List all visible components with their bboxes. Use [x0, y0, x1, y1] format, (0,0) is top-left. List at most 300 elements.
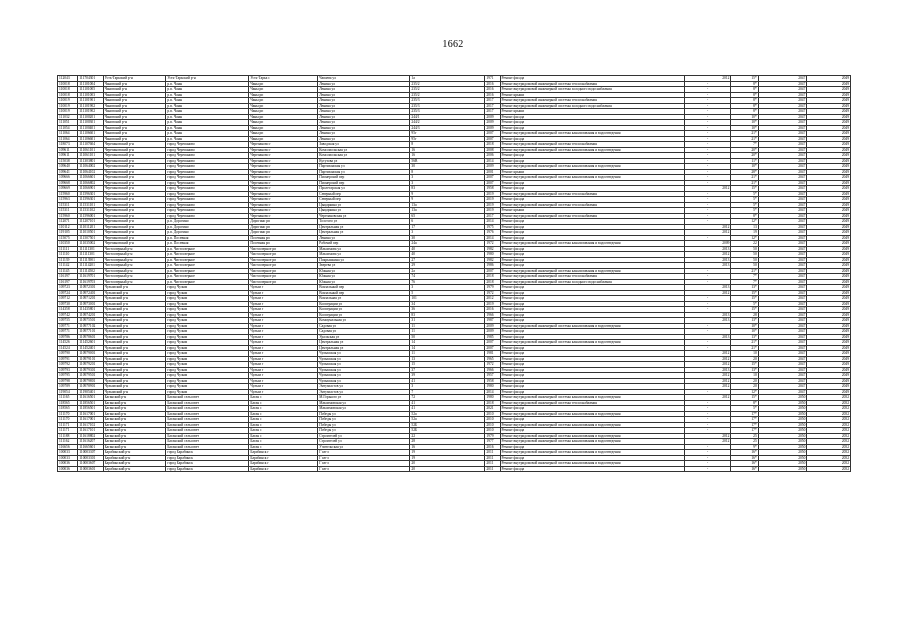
cell-plan-start-year: 2047	[758, 301, 807, 307]
cell-build-year: 2017	[485, 109, 500, 115]
cell-service-life: 7*	[731, 279, 758, 285]
cell-work-code: 111617001	[78, 411, 103, 417]
cell-work-code: 110977102	[78, 323, 103, 329]
cell-municipality: город Барабинск	[166, 450, 249, 456]
cell-house-number: 11	[410, 323, 485, 329]
cell-plan-start-year: 2050	[758, 444, 807, 450]
cell-house-number: 11	[410, 351, 485, 357]
cell-plan-end-year: 2049	[807, 263, 851, 269]
cell-work-code: 111616501	[78, 395, 103, 401]
cell-district: Черепановский р-н	[103, 213, 166, 219]
cell-house-id: 114358	[58, 307, 78, 313]
cell-service-life: 10*	[731, 114, 758, 120]
cell-work-code: 111100401	[78, 125, 103, 131]
cell-house-number: 16	[410, 153, 485, 159]
cell-house-id: 109611	[58, 147, 78, 153]
cell-plan-start-year: 2047	[758, 378, 807, 384]
cell-settlement: Баган с	[249, 411, 318, 417]
cell-municipality: р.п. Чаны	[166, 131, 249, 137]
cell-last-repair-year: -	[684, 461, 731, 467]
cell-house-number: 40	[410, 252, 485, 258]
cell-street: Черепановская ул	[318, 213, 410, 219]
cell-last-repair-year: 2013	[684, 334, 731, 340]
cell-service-life: 15*	[731, 76, 758, 82]
cell-last-repair-year: -	[684, 92, 731, 98]
cell-municipality: Баганский сельсовет	[166, 444, 249, 450]
cell-build-year: 2007	[485, 180, 500, 186]
cell-settlement: Усть-Тарка с	[249, 76, 318, 82]
cell-municipality: р.п. Чаны	[166, 114, 249, 120]
cell-street: Ленина ул	[318, 92, 410, 98]
cell-service-life: 50	[731, 257, 758, 263]
cell-build-year: 2007	[485, 175, 500, 181]
cell-plan-end-year: 2049	[807, 307, 851, 313]
cell-service-life: 50	[731, 263, 758, 269]
cell-work-type: Ремонт фасада	[500, 235, 684, 241]
cell-municipality: р.п. Посевная	[166, 235, 249, 241]
cell-district: Чулымский р-н	[103, 323, 166, 329]
cell-house-number: 27	[410, 257, 485, 263]
cell-work-type: Ремонт фасада	[500, 252, 684, 258]
cell-build-year: 2009	[485, 164, 500, 170]
cell-settlement: Чулым г	[249, 323, 318, 329]
cell-municipality: город Чулым	[166, 362, 249, 368]
cell-last-repair-year: 2012	[684, 378, 731, 384]
cell-build-year: 2007	[485, 345, 500, 351]
cell-district: Чулымский р-н	[103, 307, 166, 313]
cell-work-code: 110978901	[78, 384, 103, 390]
cell-work-code: 111066901	[78, 186, 103, 192]
cell-settlement: Чистоозерное рп	[249, 252, 318, 258]
cell-house-number: 235/3	[410, 109, 485, 115]
cell-plan-end-year: 2052	[807, 433, 851, 439]
cell-district: Черепановский р-н	[103, 158, 166, 164]
cell-house-id: 111170	[58, 417, 78, 423]
cell-build-year: 2016	[485, 92, 500, 98]
cell-work-code: 110003607	[78, 461, 103, 467]
cell-district: Чулымский р-н	[103, 301, 166, 307]
cell-work-code: 111061101	[78, 153, 103, 159]
cell-municipality: р.п. Чаны	[166, 92, 249, 98]
cell-house-id: 116197	[58, 274, 78, 280]
cell-plan-start-year: 2050	[758, 428, 807, 434]
cell-build-year: 2006	[485, 153, 500, 159]
cell-house-number: 24а	[410, 241, 485, 247]
cell-plan-end-year: 2049	[807, 312, 851, 318]
cell-house-id: 110019	[58, 109, 78, 115]
cell-plan-start-year: 2047	[758, 362, 807, 368]
cell-last-repair-year: -	[684, 114, 731, 120]
cell-plan-start-year: 2050	[758, 450, 807, 456]
cell-settlement: Баган с	[249, 395, 318, 401]
cell-build-year: 1972	[485, 241, 500, 247]
cell-build-year: 2018	[485, 279, 500, 285]
cell-settlement: Чулым г	[249, 301, 318, 307]
cell-house-number: 8	[410, 142, 485, 148]
cell-plan-start-year: 2047	[758, 285, 807, 291]
cell-municipality: город Чулым	[166, 312, 249, 318]
cell-plan-start-year: 2047	[758, 246, 807, 252]
cell-last-repair-year: 2012	[684, 252, 731, 258]
cell-plan-start-year: 2050	[758, 455, 807, 461]
cell-last-repair-year: -	[684, 268, 731, 274]
cell-municipality: город Чулым	[166, 351, 249, 357]
cell-street: Максимова ул	[318, 252, 410, 258]
cell-district: Чулымский р-н	[103, 296, 166, 302]
cell-house-number: 5	[410, 290, 485, 296]
cell-plan-end-year: 2052	[807, 450, 851, 456]
cell-municipality: город Черепаново	[166, 169, 249, 175]
cell-last-repair-year: -	[684, 329, 731, 335]
cell-last-repair-year: 2012	[684, 373, 731, 379]
cell-plan-start-year: 2047	[758, 109, 807, 115]
cell-house-number: 14	[410, 340, 485, 346]
cell-district: Черепановский р-н	[103, 219, 166, 225]
cell-district: Баганский р-н	[103, 395, 166, 401]
cell-house-id: 110018	[58, 92, 78, 98]
cell-district: Барабинский р-н	[103, 461, 166, 467]
cell-work-code: 110979301	[78, 367, 103, 373]
cell-plan-end-year: 2049	[807, 92, 851, 98]
cell-last-repair-year: -	[684, 175, 731, 181]
cell-service-life: 20	[731, 384, 758, 390]
cell-municipality: Баганский сельсовет	[166, 433, 249, 439]
cell-work-type: Ремонт фасада	[500, 362, 684, 368]
cell-build-year: 2001	[485, 169, 500, 175]
cell-last-repair-year: -	[684, 296, 731, 302]
cell-plan-end-year: 2049	[807, 279, 851, 285]
cell-service-life: 25	[731, 439, 758, 445]
cell-settlement: Черепаново г	[249, 208, 318, 214]
cell-district: Чулымский р-н	[103, 290, 166, 296]
cell-plan-start-year: 2050	[758, 466, 807, 472]
cell-plan-start-year: 2047	[758, 329, 807, 335]
cell-district: Баганский р-н	[103, 417, 166, 423]
cell-settlement: Черепаново г	[249, 202, 318, 208]
cell-last-repair-year: -	[684, 422, 731, 428]
cell-house-id: 109789	[58, 384, 78, 390]
cell-municipality: город Черепаново	[166, 142, 249, 148]
cell-work-code: 110978601	[78, 334, 103, 340]
cell-plan-start-year: 2047	[758, 142, 807, 148]
cell-last-repair-year: 2013	[684, 263, 731, 269]
cell-build-year: 2009	[485, 323, 500, 329]
cell-last-repair-year: -	[684, 125, 731, 131]
cell-house-number: 9	[410, 191, 485, 197]
cell-house-id: 111171	[58, 428, 78, 434]
cell-last-repair-year: 2012	[684, 433, 731, 439]
cell-last-repair-year: -	[684, 400, 731, 406]
cell-plan-end-year: 2049	[807, 373, 851, 379]
cell-plan-start-year: 2047	[758, 312, 807, 318]
cell-house-id: 110019	[58, 98, 78, 104]
cell-settlement: Чулым г	[249, 340, 318, 346]
cell-work-type: Ремонт внутридомовой инженерной системы канализования и водоотведения	[500, 131, 684, 137]
cell-plan-end-year: 2049	[807, 329, 851, 335]
cell-build-year: 2019	[485, 202, 500, 208]
cell-plan-end-year: 2052	[807, 461, 851, 467]
cell-build-year: 1972	[485, 362, 500, 368]
cell-street: Максимовская ул	[318, 406, 410, 412]
cell-district: Чулымский р-н	[103, 384, 166, 390]
cell-district: Чулымский р-н	[103, 285, 166, 291]
cell-work-type: Ремонт внутридомовой инженерной системы холодного водоснабжения	[500, 103, 684, 109]
cell-street: Ленина ул	[318, 103, 410, 109]
cell-plan-end-year: 2049	[807, 136, 851, 142]
cell-service-life: 50	[731, 252, 758, 258]
cell-district: Черепановский р-н	[103, 224, 166, 230]
cell-house-id: 109793	[58, 367, 78, 373]
cell-house-id: 115038	[58, 158, 78, 164]
cell-house-number: 52Б	[410, 428, 485, 434]
cell-plan-end-year: 2049	[807, 153, 851, 159]
cell-district: Чановский р-н	[103, 136, 166, 142]
cell-build-year: 2018	[485, 142, 500, 148]
cell-plan-start-year: 2047	[758, 180, 807, 186]
cell-build-year: 2019	[485, 301, 500, 307]
cell-street: Победы ул	[318, 428, 410, 434]
cell-house-number: 50	[410, 334, 485, 340]
cell-last-repair-year: -	[684, 197, 731, 203]
cell-plan-end-year: 2049	[807, 235, 851, 241]
cell-build-year: 2018	[485, 274, 500, 280]
cell-house-id: 115960	[58, 213, 78, 219]
cell-house-number: 19	[410, 455, 485, 461]
cell-house-number: 235/2	[410, 92, 485, 98]
cell-plan-end-year: 2052	[807, 411, 851, 417]
cell-plan-start-year: 2047	[758, 241, 807, 247]
cell-district: Чулымский р-н	[103, 373, 166, 379]
cell-service-life: 17*	[731, 428, 758, 434]
cell-build-year: 2016	[485, 307, 500, 313]
cell-work-type: Ремонт внутридомовой инженерной системы канализования и водоотведения	[500, 147, 684, 153]
cell-municipality: город Чулым	[166, 329, 249, 335]
cell-district: Черепановский р-н	[103, 186, 166, 192]
cell-house-id: 119054	[58, 389, 78, 395]
cell-house-id: 109771	[58, 323, 78, 329]
cell-build-year: 2009	[485, 329, 500, 335]
cell-build-year: 2009	[485, 114, 500, 120]
cell-street: Пионерский пер	[318, 180, 410, 186]
cell-municipality: Баганский сельсовет	[166, 411, 249, 417]
cell-last-repair-year: -	[684, 169, 731, 175]
cell-last-repair-year: 2009	[684, 241, 731, 247]
cell-district: Барабинский р-н	[103, 466, 166, 472]
cell-build-year: 2014	[485, 235, 500, 241]
cell-build-year: 2011	[485, 455, 500, 461]
cell-service-life: 5*	[731, 208, 758, 214]
cell-build-year: 2011	[485, 466, 500, 472]
cell-build-year: 2019	[485, 197, 500, 203]
cell-work-type: Ремонт крыши	[500, 208, 684, 214]
cell-house-id: 109771	[58, 329, 78, 335]
cell-house-id: 110112	[58, 224, 78, 230]
cell-settlement: Чулым г	[249, 318, 318, 324]
cell-street: Ленина ул	[318, 136, 410, 142]
cell-municipality: р.п. Чистоозерное	[166, 274, 249, 280]
cell-plan-end-year: 2049	[807, 147, 851, 153]
cell-work-type: Ремонт внутридомовой инженерной системы теплоснабжения	[500, 213, 684, 219]
cell-district: Баганский р-н	[103, 428, 166, 434]
cell-plan-start-year: 2050	[758, 422, 807, 428]
cell-last-repair-year: -	[684, 301, 731, 307]
cell-work-code: 111111301	[78, 246, 103, 252]
cell-street: Строителей ул	[318, 433, 410, 439]
cell-settlement: Чулым г	[249, 345, 318, 351]
cell-district: Барабинский р-н	[103, 455, 166, 461]
cell-municipality: город Черепаново	[166, 180, 249, 186]
cell-build-year: 1987	[485, 318, 500, 324]
cell-street: Г кв-л	[318, 461, 410, 467]
cell-plan-start-year: 2047	[758, 373, 807, 379]
cell-municipality: р.п. Чаны	[166, 103, 249, 109]
cell-service-life: 20*	[731, 153, 758, 159]
cell-build-year: 2016	[485, 444, 500, 450]
cell-last-repair-year: -	[684, 411, 731, 417]
cell-district: Черепановский р-н	[103, 175, 166, 181]
cell-work-code: 111011201	[78, 224, 103, 230]
cell-municipality: р.п. Чистоозерное	[166, 252, 249, 258]
cell-plan-end-year: 2049	[807, 158, 851, 164]
cell-house-number: 244/2	[410, 120, 485, 126]
cell-settlement: Чистоозерное рп	[249, 257, 318, 263]
cell-last-repair-year: -	[684, 307, 731, 313]
cell-district: Усть-Таркский р-н	[103, 76, 166, 82]
cell-municipality: город Чулым	[166, 373, 249, 379]
cell-district: Черепановский р-н	[103, 235, 166, 241]
cell-house-id: 109669	[58, 186, 78, 192]
cell-settlement: Барабинск г	[249, 461, 318, 467]
cell-municipality: город Черепаново	[166, 191, 249, 197]
cell-plan-end-year: 2052	[807, 455, 851, 461]
cell-house-number: 52а	[410, 411, 485, 417]
cell-street: Садовая ул	[318, 323, 410, 329]
cell-last-repair-year: -	[684, 417, 731, 423]
cell-work-type: Ремонт фасада	[500, 120, 684, 126]
cell-work-type: Ремонт внутридомовой инженерной системы канализования и водоотведения	[500, 323, 684, 329]
cell-street: Ленина ул	[318, 114, 410, 120]
cell-street: Центральная ул	[318, 345, 410, 351]
cell-work-type: Ремонт фасада	[500, 257, 684, 263]
cell-work-code: 111106601	[78, 131, 103, 137]
cell-street: Рабочий пер	[318, 241, 410, 247]
cell-municipality: город Чулым	[166, 378, 249, 384]
cell-street: Энтузиастов ул	[318, 384, 410, 390]
cell-street: Чапаева ул	[318, 76, 410, 82]
cell-municipality: город Черепаново	[166, 202, 249, 208]
cell-house-id: 100033	[58, 450, 78, 456]
cell-street: Ленина ул	[318, 98, 410, 104]
cell-build-year: 2017	[485, 98, 500, 104]
cell-municipality: город Черепаново	[166, 186, 249, 192]
cell-service-life: 13*	[731, 367, 758, 373]
cell-plan-end-year: 2049	[807, 389, 851, 395]
cell-municipality: город Черепаново	[166, 197, 249, 203]
cell-plan-start-year: 2047	[758, 191, 807, 197]
cell-last-repair-year: -	[684, 158, 731, 164]
cell-district: Чановский р-н	[103, 120, 166, 126]
cell-settlement: Чаны рп	[249, 103, 318, 109]
cell-work-code: 111617001	[78, 417, 103, 423]
cell-service-life: 17*	[731, 417, 758, 423]
cell-district: Черепановский р-н	[103, 208, 166, 214]
cell-last-repair-year: 2012	[684, 362, 731, 368]
cell-municipality: город Чулым	[166, 384, 249, 390]
cell-work-code: 111113901	[78, 257, 103, 263]
cell-build-year: 1975	[485, 224, 500, 230]
cell-service-life: 21*	[731, 175, 758, 181]
cell-work-code: 111531101	[78, 202, 103, 208]
cell-work-code: 110979501	[78, 373, 103, 379]
cell-house-id: 109755	[58, 318, 78, 324]
cell-settlement: Чистоозерное рп	[249, 263, 318, 269]
cell-settlement: Черепаново г	[249, 158, 318, 164]
cell-build-year: 2007	[485, 268, 500, 274]
cell-house-number: 15	[410, 362, 485, 368]
cell-house-number: 14	[410, 345, 485, 351]
cell-work-type: Ремонт фасада	[500, 224, 684, 230]
cell-plan-start-year: 2047	[758, 169, 807, 175]
cell-work-type: Ремонт фасада	[500, 455, 684, 461]
cell-district: Барабинский р-н	[103, 450, 166, 456]
cell-work-type: Ремонт внутридомовой инженерной системы теплоснабжения	[500, 274, 684, 280]
cell-settlement: Посевная рп	[249, 241, 318, 247]
cell-municipality: город Чулым	[166, 356, 249, 362]
cell-service-life: 8*	[731, 92, 758, 98]
cell-last-repair-year: 2012	[684, 224, 731, 230]
cell-last-repair-year: -	[684, 340, 731, 346]
cell-municipality: Баганский сельсовет	[166, 417, 249, 423]
cell-house-id: 115075	[58, 235, 78, 241]
cell-build-year: 1971	[485, 76, 500, 82]
cell-settlement: Чулым г	[249, 312, 318, 318]
cell-district: Чулымский р-н	[103, 356, 166, 362]
cell-settlement: Черепаново г	[249, 191, 318, 197]
cell-build-year: 2010	[485, 417, 500, 423]
cell-service-life: 8*	[731, 213, 758, 219]
cell-municipality: город Черепаново	[166, 208, 249, 214]
cell-work-code: 110979201	[78, 362, 103, 368]
cell-plan-start-year: 2047	[758, 208, 807, 214]
cell-plan-end-year: 2049	[807, 81, 851, 87]
cell-service-life: 19	[731, 230, 758, 236]
cell-plan-start-year: 2047	[758, 76, 807, 82]
cell-street: Южная ул	[318, 268, 410, 274]
cell-house-id: 109712	[58, 296, 78, 302]
cell-settlement: Чулым г	[249, 307, 318, 313]
cell-service-life: 21*	[731, 180, 758, 186]
cell-settlement: Баган с	[249, 400, 318, 406]
cell-district: Чистоозерный р-н	[103, 274, 166, 280]
cell-municipality: город Чулым	[166, 285, 249, 291]
cell-build-year: 2019	[485, 208, 500, 214]
cell-street: Садовая ул	[318, 329, 410, 335]
cell-work-type: Ремонт внутридомовой инженерной системы канализования и водоотведения	[500, 450, 684, 456]
cell-service-life: 10	[731, 373, 758, 379]
cell-work-type: Ремонт внутридомовой инженерной системы теплоснабжения	[500, 202, 684, 208]
cell-house-id: 100036	[58, 466, 78, 472]
cell-street: Южная ул	[318, 279, 410, 285]
cell-plan-start-year: 2047	[758, 103, 807, 109]
cell-plan-end-year: 2049	[807, 202, 851, 208]
cell-settlement: Черепаново г	[249, 213, 318, 219]
cell-district: Чулымский р-н	[103, 378, 166, 384]
cell-house-id: 109790	[58, 351, 78, 357]
cell-settlement: Чистоозерное рп	[249, 279, 318, 285]
cell-build-year: 2007	[485, 340, 500, 346]
cell-street: Строителей ул	[318, 439, 410, 445]
cell-build-year: 2011	[485, 450, 500, 456]
